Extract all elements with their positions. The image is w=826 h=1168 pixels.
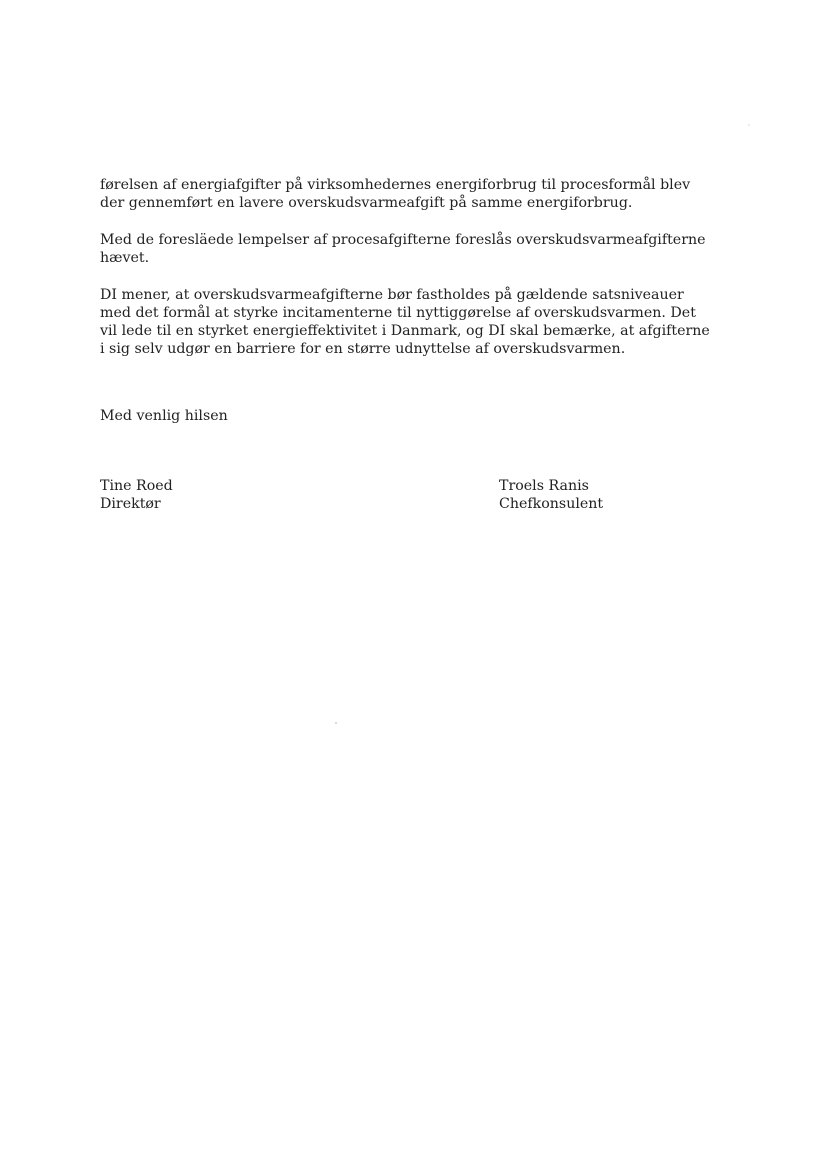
text-line: Med de foresläede lempelser af procesafgifterne foreslås overskudsvarmeafgifterne [100, 232, 706, 248]
paragraph-process-tax [100, 176, 691, 212]
text-line: med det formål at styrke incitamenterne til nyttiggørelse af overskudsvarmen. Det [100, 305, 696, 321]
closing-salutation: Med venlig hilsen [100, 408, 228, 424]
signatory-title: Chefkonsulent [499, 496, 604, 512]
text-line: vil lede til en styrket energieffektivitet i Danmark, og DI skal bemærke, at afgifterne [100, 323, 710, 339]
text-line: hævet. [100, 250, 150, 266]
text-line: i sig selv udgør en barriere for en større udnyttelse af overskudsvarmen. [100, 341, 626, 357]
text-line: DI mener, at overskudsvarmeafgifterne bør fastholdes på gældende satsniveauer [100, 287, 684, 303]
scan-speck [335, 722, 337, 724]
text-line: førelsen af energiafgifter på virksomhedernes energiforbrug til procesformål blev [100, 177, 691, 193]
scan-speck [748, 124, 750, 126]
signatory-name: Troels Ranis [499, 478, 589, 494]
paragraph-proposed-relief [100, 231, 706, 267]
signatory-title: Direktør [100, 496, 161, 512]
signatory-name: Tine Roed [100, 478, 173, 494]
paragraph-di-position [100, 286, 710, 358]
signature-block-right [499, 477, 603, 513]
text-line: der gennemført en lavere overskudsvarmeafgift på samme energiforbrug. [100, 195, 633, 211]
signature-block-left [100, 477, 173, 513]
